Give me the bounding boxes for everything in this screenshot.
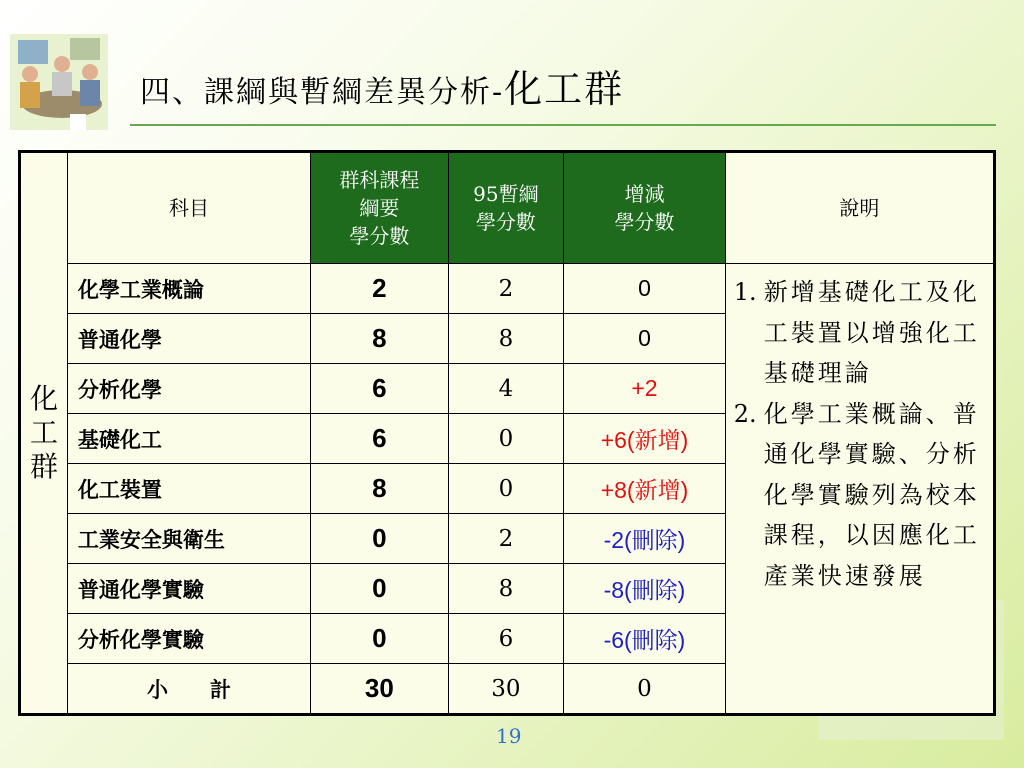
note-text: 化學工業概論、普通化學實驗、分析化學實驗列為校本課程，以因應化工產業快速發展 xyxy=(763,399,980,590)
header-line: 學分數 xyxy=(475,210,536,234)
header-line: 學分數 xyxy=(349,224,410,248)
header-line: 綱要 xyxy=(359,196,400,220)
provisional-credits-cell: 4 xyxy=(448,364,564,414)
header-line: 群科課程 xyxy=(339,168,420,192)
change-cell: 0 xyxy=(564,264,726,314)
group-label-char: 工 xyxy=(29,416,58,449)
curriculum-credits-cell: 8 xyxy=(311,314,449,364)
group-label-char: 群 xyxy=(29,450,58,483)
subject-cell: 化工裝置 xyxy=(67,464,310,514)
change-cell: -8(刪除) xyxy=(564,564,726,614)
subject-cell: 工業安全與衛生 xyxy=(67,514,310,564)
provisional-credits-cell: 8 xyxy=(448,564,564,614)
header-description: 說明 xyxy=(725,152,994,264)
provisional-credits-cell: 2 xyxy=(448,514,564,564)
curriculum-credits-cell: 0 xyxy=(311,564,449,614)
curriculum-credits-cell: 6 xyxy=(311,414,449,464)
change-cell: -6(刪除) xyxy=(564,614,726,664)
subject-cell: 化學工業概論 xyxy=(67,264,310,314)
subject-cell: 分析化學實驗 xyxy=(67,614,310,664)
change-cell: 0 xyxy=(564,314,726,364)
change-cell: +6(新增) xyxy=(564,414,726,464)
provisional-credits-cell: 6 xyxy=(448,614,564,664)
curriculum-credits-cell: 2 xyxy=(311,264,449,314)
total-curriculum-cell: 30 xyxy=(311,664,449,715)
title-underline xyxy=(130,124,996,126)
provisional-credits-cell: 0 xyxy=(448,464,564,514)
table-header-row xyxy=(20,152,995,264)
change-cell: +2 xyxy=(564,364,726,414)
header-change xyxy=(564,152,726,264)
note-text: 新增基礎化工及化工裝置以增強化工基礎理論 xyxy=(763,278,980,387)
total-change-cell: 0 xyxy=(564,664,726,715)
provisional-credits-cell: 8 xyxy=(448,314,564,364)
subject-cell: 分析化學 xyxy=(67,364,310,414)
page-number: 19 xyxy=(496,724,522,748)
meeting-clipart-icon xyxy=(10,34,108,130)
total-label-cell: 小 計 xyxy=(67,664,310,715)
header-curriculum xyxy=(311,152,449,264)
page-title xyxy=(140,58,625,111)
curriculum-credits-cell: 0 xyxy=(311,614,449,664)
subject-cell: 普通化學實驗 xyxy=(67,564,310,614)
title-main: 四、課綱與暫綱差異分析 xyxy=(140,75,492,110)
subject-cell: 基礎化工 xyxy=(67,414,310,464)
title-group: 化工群 xyxy=(504,67,625,111)
header-line: 學分數 xyxy=(614,210,675,234)
note-number: 1. xyxy=(733,278,757,306)
curriculum-credits-cell: 0 xyxy=(311,514,449,564)
header-subject: 科目 xyxy=(67,152,310,264)
header-provisional xyxy=(448,152,564,264)
table-row xyxy=(20,264,995,314)
provisional-credits-cell: 0 xyxy=(448,414,564,464)
provisional-credits-cell: 2 xyxy=(448,264,564,314)
curriculum-credits-cell: 8 xyxy=(311,464,449,514)
description-cell xyxy=(725,264,994,715)
subject-cell: 普通化學 xyxy=(67,314,310,364)
title-dash: - xyxy=(492,75,505,110)
group-label-cell xyxy=(20,152,68,715)
change-cell: +8(新增) xyxy=(564,464,726,514)
total-provisional-cell: 30 xyxy=(448,664,564,715)
header-line: 95暫綱 xyxy=(473,182,539,206)
note-number: 2. xyxy=(733,399,757,428)
curriculum-comparison-table xyxy=(18,150,996,716)
note-item xyxy=(734,272,987,394)
curriculum-credits-cell: 6 xyxy=(311,364,449,414)
group-label-char: 化 xyxy=(29,382,58,415)
header-line: 增減 xyxy=(624,182,665,206)
change-cell: -2(刪除) xyxy=(564,514,726,564)
note-item xyxy=(734,394,987,597)
